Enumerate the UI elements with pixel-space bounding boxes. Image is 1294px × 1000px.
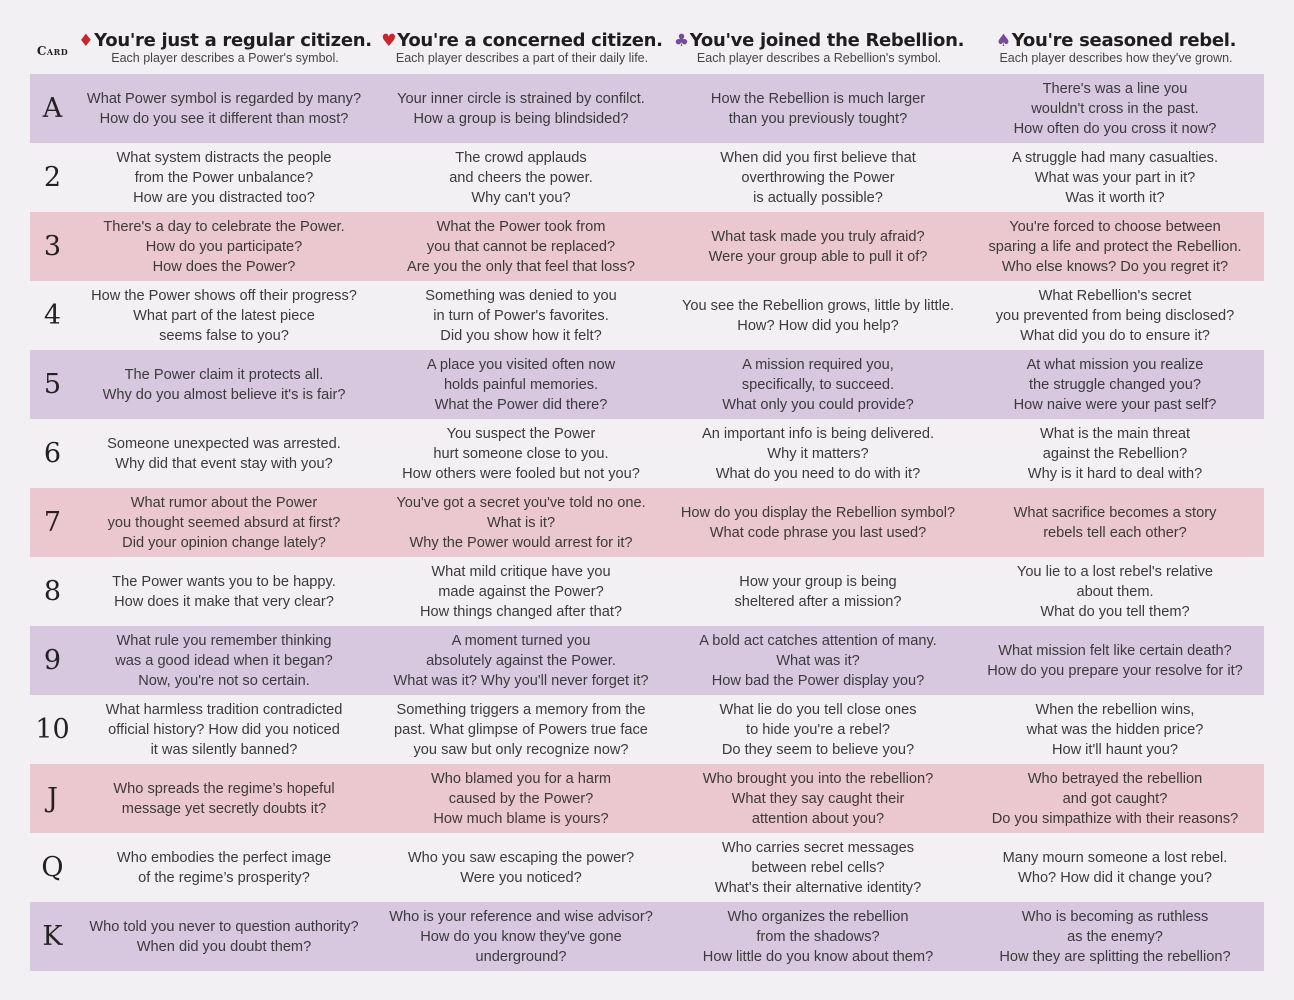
card-rank: 6 [43, 438, 62, 469]
prompt-cell: You've got a secret you've told no one. What is it? Why the Power would arrest for it? [396, 494, 646, 551]
prompt-cell: What Power symbol is regarded by many? How do you see it different than most? [86, 90, 362, 127]
header-title-text: You've joined the Rebellion. [689, 30, 965, 51]
table-row [30, 419, 1264, 488]
prompt-cell: Who you saw escaping the power? Were you noticed? [407, 849, 635, 886]
prompt-cell: Who brought you into the rebellion? What they say caught their attention about you? [702, 770, 934, 827]
table-row [30, 626, 1264, 695]
header-hearts [372, 30, 672, 65]
prompt-cell: Who organizes the rebellion from the shadows? How little do you know about them? [702, 908, 934, 965]
prompt-cell: The Power wants you to be happy. How does it make that very clear? [112, 573, 336, 610]
table-row [30, 488, 1264, 557]
header-title [669, 30, 969, 51]
prompt-cell: Who is becoming as ruthless as the enemy? How they are splitting the rebellion? [999, 908, 1231, 965]
prompt-cell: How do you display the Rebellion symbol? What code phrase you last used? [680, 504, 956, 541]
spade-icon: ♠ [995, 31, 1011, 51]
header-diamonds [75, 30, 375, 65]
prompt-cell: What Rebellion's secret you prevented from being disclosed? What did you do to ensure it? [995, 287, 1235, 344]
card-rank: Q [41, 852, 64, 883]
prompt-cell: The crowd applauds and cheers the power. Why can't you? [449, 149, 593, 206]
prompt-table [30, 74, 1264, 971]
table-row [30, 143, 1264, 212]
prompt-cell: How the Power shows off their progress? What part of the latest piece seems false to you? [91, 287, 357, 344]
prompt-cell: What is the main threat against the Rebellion? Why is it hard to deal with? [1027, 425, 1203, 482]
card-rank: 9 [43, 645, 62, 676]
header-clubs [669, 30, 969, 65]
header-title [75, 30, 375, 51]
prompt-cell: You see the Rebellion grows, little by little. How? How did you help? [681, 297, 955, 334]
prompt-cell: What task made you truly afraid? Were your group able to pull it of? [708, 228, 928, 265]
prompt-cell: A moment turned you absolutely against the Power. What was it? Why you'll never forget it? [393, 632, 649, 689]
prompt-cell: You're forced to choose between sparing a life and protect the Rebellion. Who else knows? Do you regret it? [988, 218, 1242, 275]
table-row [30, 764, 1264, 833]
prompt-cell: You lie to a lost rebel's relative about them. What do you tell them? [1016, 563, 1214, 620]
prompt-cell: Who blamed you for a harm caused by the Power? How much blame is yours? [430, 770, 612, 827]
heart-icon: ♥ [381, 31, 397, 51]
card-rank: K [42, 921, 63, 952]
card-rank: 2 [43, 162, 62, 193]
card-rank: 4 [43, 300, 62, 331]
prompt-cell: Something was denied to you in turn of Power's favorites. Did you show how it felt? [425, 287, 617, 344]
header-title [966, 30, 1266, 51]
prompt-cell: There's a day to celebrate the Power. How do you participate? How does the Power? [103, 218, 345, 275]
prompt-cell: Who told you never to question authority? When did you doubt them? [89, 918, 359, 955]
prompt-cell: Who carries secret messages between rebel cells? What's their alternative identity? [714, 839, 922, 896]
table-row [30, 281, 1264, 350]
prompt-cell: What mission felt like certain death? How do you prepare your resolve for it? [987, 642, 1243, 679]
table-row [30, 833, 1264, 902]
prompt-cell: What harmless tradition contradicted official history? How did you noticed it was silently banned? [105, 701, 343, 758]
header-subtitle: Each player describes a part of their daily life. [395, 51, 649, 65]
prompt-cell: How your group is being sheltered after a mission? [734, 573, 902, 610]
prompt-cell: Someone unexpected was arrested. Why did that event stay with you? [107, 435, 341, 472]
club-icon: ♣ [673, 31, 689, 51]
table-row [30, 212, 1264, 281]
diamond-icon: ♦ [78, 31, 94, 51]
prompt-cell: What sacrifice becomes a story rebels tell each other? [1013, 504, 1217, 541]
prompt-cell: The Power claim it protects all. Why do you almost believe it's is fair? [102, 366, 346, 403]
table-row [30, 74, 1264, 143]
card-rank: 10 [35, 714, 70, 745]
card-rank: A [42, 93, 63, 124]
prompt-cell: What rule you remember thinking was a good idead when it began? Now, you're not so certain. [115, 632, 333, 689]
prompt-cell: Many mourn someone a lost rebel. Who? How did it change you? [1002, 849, 1228, 886]
table-row [30, 557, 1264, 626]
prompt-cell: At what mission you realize the struggle changed you? How naive were your past self? [1013, 356, 1217, 413]
prompt-cell: When the rebellion wins, what was the hidden price? How it'll haunt you? [1026, 701, 1204, 758]
card-rank: 7 [43, 507, 62, 538]
prompt-cell: Who is your reference and wise advisor? How do you know they've gone underground? [389, 908, 653, 965]
prompt-cell: What rumor about the Power you thought seemed absurd at first? Did your opinion change lately? [107, 494, 341, 551]
prompt-cell: You suspect the Power hurt someone close to you. How others were fooled but not you? [402, 425, 640, 482]
card-column-label: Card [36, 44, 69, 58]
prompt-cell: A bold act catches attention of many. What was it? How bad the Power display you? [699, 632, 937, 689]
prompt-cell: Who spreads the regime’s hopeful message yet secretly doubts it? [113, 780, 335, 817]
prompt-cell: Something triggers a memory from the past. What glimpse of Powers true face you saw but only recognize now? [394, 701, 648, 758]
prompt-cell: What the Power took from you that cannot be replaced? Are you the only that feel that loss? [407, 218, 635, 275]
table-row [30, 902, 1264, 971]
prompt-cell: Your inner circle is strained by confilct. How a group is being blindsided? [397, 90, 645, 127]
card-rank: J [47, 783, 58, 814]
header-title-text: You're just a regular citizen. [94, 30, 372, 51]
prompt-cell: There's was a line you wouldn't cross in the past. How often do you cross it now? [1013, 80, 1217, 137]
header-title [372, 30, 672, 51]
header-subtitle: Each player describes a Power's symbol. [111, 51, 339, 65]
prompt-cell: What system distracts the people from the Power unbalance? How are you distracted too? [116, 149, 332, 206]
prompt-cell: Who betrayed the rebellion and got caught? Do you simpathize with their reasons? [991, 770, 1239, 827]
header-subtitle: Each player describes a Rebellion's symbol. [696, 51, 942, 65]
card-rank: 8 [43, 576, 62, 607]
prompt-cell: A mission required you, specifically, to succeed. What only you could provide? [722, 356, 914, 413]
prompt-cell: When did you first believe that overthrowing the Power is actually possible? [720, 149, 916, 206]
table-header [30, 30, 1264, 72]
header-subtitle: Each player describes how they've grown. [999, 51, 1233, 65]
header-title-text: You're a concerned citizen. [397, 30, 663, 51]
prompt-cell: Who embodies the perfect image of the regime’s prosperity? [116, 849, 332, 886]
prompt-cell: A struggle had many casualties. What was your part in it? Was it worth it? [1011, 149, 1219, 206]
card-rank: 5 [43, 369, 62, 400]
table-row [30, 350, 1264, 419]
header-spades [966, 30, 1266, 65]
prompt-cell: An important info is being delivered. Why it matters? What do you need to do with it? [701, 425, 934, 482]
card-rank: 3 [43, 231, 62, 262]
prompt-cell: What lie do you tell close ones to hide you're a rebel? Do they seem to believe you? [719, 701, 917, 758]
prompt-cell: A place you visited often now holds painful memories. What the Power did there? [426, 356, 616, 413]
prompt-cell: What mild critique have you made against the Power? How things changed after that? [419, 563, 622, 620]
prompt-cell: How the Rebellion is much larger than you previously tought? [710, 90, 926, 127]
header-title-text: You're seasoned rebel. [1011, 30, 1237, 51]
table-row [30, 695, 1264, 764]
